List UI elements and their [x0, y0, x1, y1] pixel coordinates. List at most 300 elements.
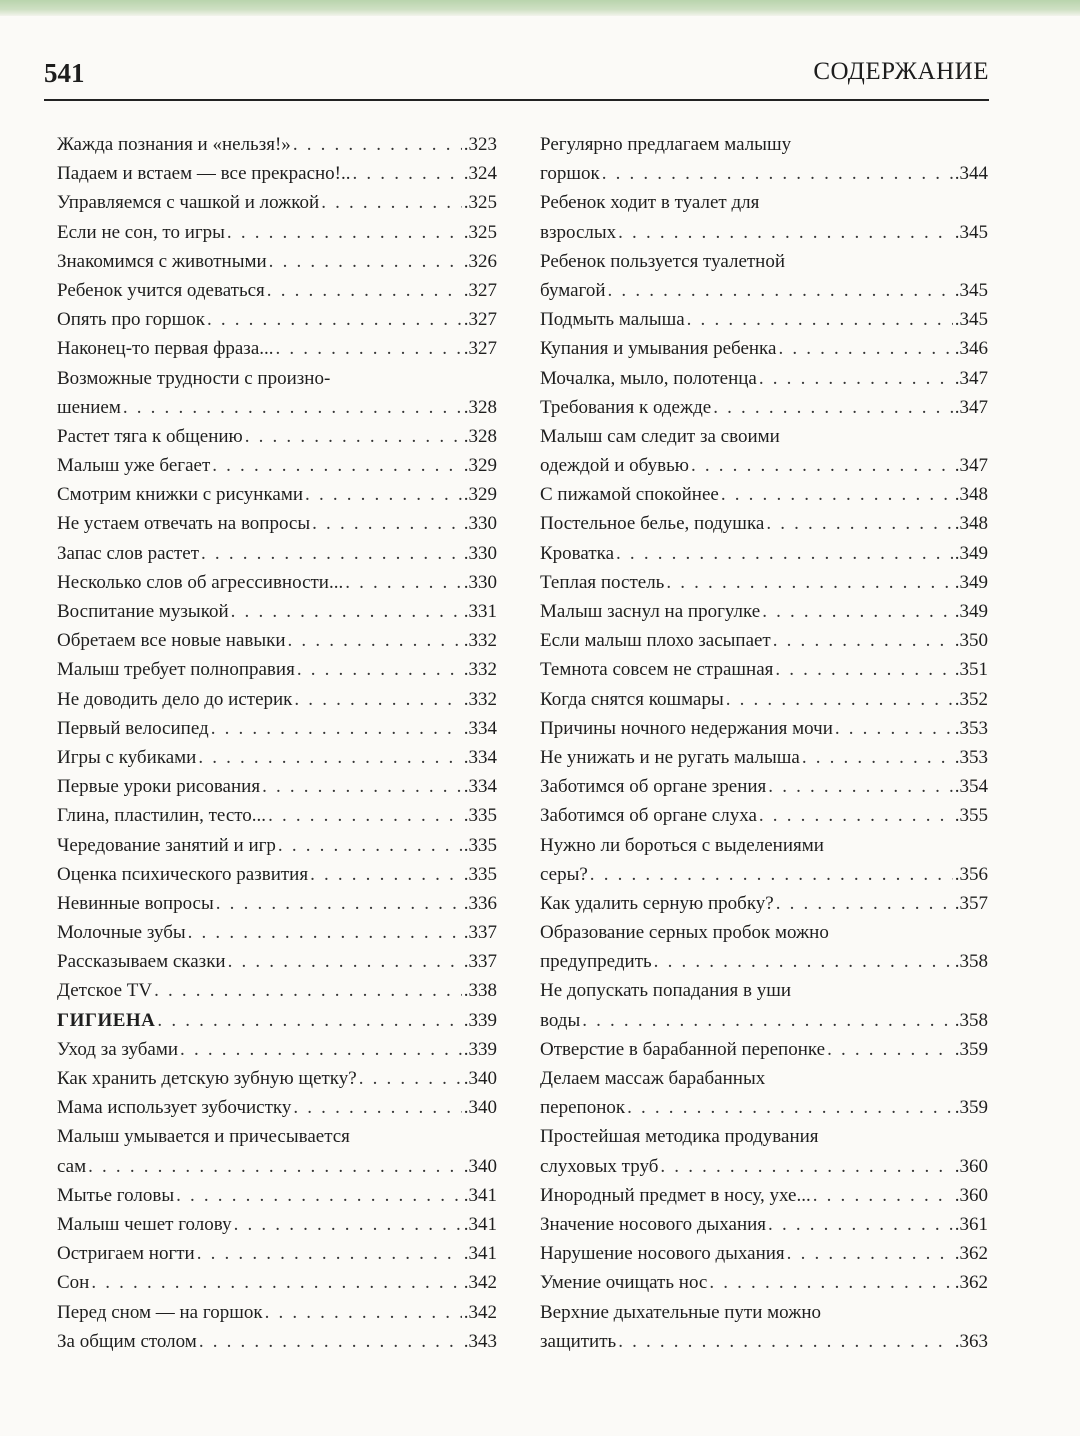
toc-entry-title: Заботимся об органе слуха [540, 805, 757, 827]
toc-entry-page: .330 [463, 513, 497, 535]
dot-leader [123, 393, 462, 422]
toc-entry [540, 772, 988, 801]
toc-entry-page: .350 [954, 630, 988, 652]
dot-leader [88, 1152, 462, 1181]
toc-entry-title: ГИГИЕНА [57, 1009, 156, 1031]
dot-leader [691, 451, 953, 480]
dot-leader [154, 976, 462, 1005]
toc-entry [540, 831, 988, 889]
toc-entry-title: Обретаем все новые навыки [57, 630, 286, 652]
page-edge [0, 0, 1080, 16]
toc-entry-page: .334 [463, 717, 497, 739]
dot-leader [262, 772, 462, 801]
toc-entry [540, 976, 988, 1034]
dot-leader [321, 188, 462, 217]
dot-leader [602, 159, 953, 188]
toc-entry-title: Малыш уже бегает [57, 455, 211, 477]
toc-entry-title: сам [57, 1155, 87, 1177]
toc-entry-page: .332 [463, 688, 497, 710]
toc-entry-title: горшок [540, 163, 600, 185]
toc-entry [57, 1327, 497, 1356]
toc-entry [540, 1064, 988, 1122]
toc-entry-title: одеждой и обувью [540, 455, 689, 477]
toc-entry-title: Нарушение носового дыхания [540, 1243, 785, 1265]
toc-entry-page: .362 [954, 1243, 988, 1265]
dot-leader [802, 743, 953, 772]
dot-leader [345, 568, 462, 597]
dot-leader [227, 218, 462, 247]
toc-entry-page: .357 [954, 892, 988, 914]
toc-entry [540, 801, 988, 830]
toc-entry-page: .329 [463, 455, 497, 477]
section-title: СОДЕРЖАНИЕ [813, 58, 989, 85]
toc-entry [540, 655, 988, 684]
toc-entry-page: .340 [463, 1068, 497, 1089]
toc-entry-page: .348 [954, 513, 988, 535]
dot-leader [759, 364, 953, 393]
toc-entry-page: .327 [463, 279, 497, 301]
toc-entry-title: Как хранить детскую зубную щетку? [57, 1068, 357, 1089]
dot-leader [618, 218, 953, 247]
dot-leader [180, 1035, 462, 1064]
dot-leader [91, 1268, 461, 1297]
dot-leader [759, 801, 953, 830]
toc-entry-title-line: Образование серных пробок можно [540, 922, 829, 944]
dot-leader [267, 276, 462, 305]
toc-entry-page: .347 [954, 396, 988, 418]
toc-entry-title: Инородный предмет в носу, ухе... [540, 1184, 811, 1206]
toc-entry-page: .335 [463, 863, 497, 885]
toc-entry-page: .334 [463, 776, 497, 798]
toc-entry [57, 509, 497, 538]
toc-entry-page: .354 [954, 776, 988, 798]
toc-entry-page: .338 [463, 980, 497, 1002]
toc-entry-title-line: Возможные трудности с произно- [57, 367, 331, 389]
toc-entry-page: .339 [463, 1009, 497, 1031]
toc-entry-page: .360 [954, 1155, 988, 1177]
toc-entry [540, 685, 988, 714]
toc-entry [57, 1035, 497, 1064]
toc-entry-page: .334 [463, 746, 497, 768]
toc-entry-title: Падаем и встаем — все прекрасно!.. [57, 163, 351, 185]
dot-leader [709, 1268, 952, 1297]
toc-entry [57, 1181, 497, 1210]
toc-entry [57, 305, 497, 334]
dot-leader [269, 247, 462, 276]
toc-entry-title: взрослых [540, 221, 617, 243]
toc-entry-title: Если не сон, то игры [57, 221, 225, 243]
toc-entry [57, 1064, 497, 1093]
toc-entry [540, 1122, 988, 1180]
toc-entry [540, 1035, 988, 1064]
toc-entry [540, 247, 988, 305]
dot-leader [827, 1035, 953, 1064]
dot-leader [627, 1093, 953, 1122]
toc-entry-page: .352 [954, 688, 988, 710]
toc-entry [57, 714, 497, 743]
toc-entry-page: .335 [463, 805, 497, 827]
toc-entry-page: .330 [463, 542, 497, 564]
dot-leader [268, 801, 462, 830]
dot-leader [713, 393, 953, 422]
toc-entry-title: бумагой [540, 279, 606, 301]
toc-entry-page: .340 [463, 1155, 497, 1177]
toc-entry [540, 1268, 988, 1297]
toc-entry [540, 1181, 988, 1210]
page-header [44, 58, 989, 98]
toc-entry-title: Малыш требует полноправия [57, 659, 295, 681]
toc-entry [57, 831, 497, 860]
toc-entry [57, 539, 497, 568]
toc-entry-page: .327 [463, 309, 497, 331]
toc-entry-page: .355 [954, 805, 988, 827]
toc-entry [540, 305, 988, 334]
toc-entry-title: Как удалить серную пробку? [540, 892, 774, 914]
toc-entry-page: .335 [463, 834, 497, 856]
toc-entry-page: .345 [954, 279, 988, 301]
toc-entry-title-line: Малыш умывается и причесывается [57, 1126, 350, 1148]
dot-leader [766, 509, 952, 538]
dot-leader [666, 568, 952, 597]
toc-entry-page: .341 [463, 1243, 497, 1265]
toc-entry-page: .331 [463, 601, 497, 622]
toc-entry-page: .347 [954, 367, 988, 389]
toc-entry-title: Детское TV [57, 980, 153, 1002]
toc-entry-title: Остригаем ногти [57, 1243, 195, 1265]
toc-entry-title: слуховых труб [540, 1155, 659, 1177]
dot-leader [608, 276, 953, 305]
toc-entry [540, 1210, 988, 1239]
dot-leader [198, 743, 461, 772]
toc-entry [57, 743, 497, 772]
toc-column-left [57, 130, 497, 1356]
dot-leader [773, 626, 953, 655]
toc-entry [57, 364, 497, 422]
page-number: 541 [44, 58, 85, 88]
dot-leader [312, 509, 462, 538]
toc-entry-page: .358 [954, 951, 988, 973]
toc-entry-title: Теплая постель [540, 571, 665, 593]
toc-entry [57, 1239, 497, 1268]
toc-entry [540, 130, 988, 188]
dot-leader [197, 1239, 462, 1268]
dot-leader [835, 714, 953, 743]
dot-leader [297, 655, 462, 684]
toc-entry-title: Оценка психического развития [57, 863, 309, 885]
toc-entry [540, 393, 988, 422]
dot-leader [288, 626, 462, 655]
toc-entry-title: Постельное белье, подушка [540, 513, 765, 535]
toc-entry-title: Мама использует зубочистку [57, 1097, 292, 1119]
toc-entry-page: .342 [463, 1301, 497, 1323]
toc-entry [57, 422, 497, 451]
toc-entry [57, 597, 497, 626]
toc-entry-page: .325 [463, 192, 497, 214]
dot-leader [654, 947, 953, 976]
toc-entry [57, 947, 497, 976]
dot-leader [211, 714, 462, 743]
toc-entry-title: Первые уроки рисования [57, 776, 261, 798]
toc-entry-page: .359 [954, 1038, 988, 1060]
toc-section-heading [57, 1006, 497, 1035]
toc-entry [57, 1210, 497, 1239]
toc-entry-title: Мытье головы [57, 1184, 175, 1206]
toc-entry-title-line: Ребенок пользуется туалетной [540, 250, 786, 272]
dot-leader [294, 685, 461, 714]
dot-leader [582, 1006, 953, 1035]
dot-leader [687, 305, 953, 334]
toc-entry-page: .328 [463, 396, 497, 418]
toc-entry-page: .351 [954, 659, 988, 681]
toc-entry-title: серы? [540, 863, 588, 885]
toc-entry-title: воды [540, 1009, 581, 1031]
dot-leader [228, 947, 462, 976]
toc-entry-title-line: Ребенок ходит в туалет для [540, 192, 760, 214]
toc-entry [57, 1268, 497, 1297]
toc-entry-title: Игры с кубиками [57, 746, 197, 768]
toc-entry-title: Воспитание музыкой [57, 601, 229, 622]
toc-entry-title: Когда снятся кошмары [540, 688, 724, 710]
header-rule [44, 99, 989, 101]
toc-entry-page: .323 [463, 134, 497, 155]
toc-entry-page: .345 [954, 221, 988, 243]
toc-entry [57, 159, 497, 188]
toc-entry-page: .348 [954, 484, 988, 506]
toc-entry-page: .327 [463, 338, 497, 360]
toc-entry-page: .346 [954, 338, 988, 360]
toc-entry-title: Купания и умывания ребенка [540, 338, 777, 360]
dot-leader [590, 860, 953, 889]
toc-entry [57, 568, 497, 597]
toc-entry-title: Сон [57, 1272, 90, 1294]
toc-entry-title: Отверстие в барабанной перепонке [540, 1038, 826, 1060]
dot-leader [778, 334, 952, 363]
toc-entry-title: Подмыть малыша [540, 309, 685, 331]
toc-entry-title: Мочалка, мыло, полотенца [540, 367, 757, 389]
toc-entry [540, 1239, 988, 1268]
toc-entry [540, 539, 988, 568]
dot-leader [216, 889, 462, 918]
toc-entry-title: Глина, пластилин, тесто... [57, 805, 267, 827]
toc-entry-page: .330 [463, 571, 497, 593]
toc-entry-title: Ребенок учится одеваться [57, 279, 265, 301]
toc-entry-page: .324 [463, 163, 497, 185]
dot-leader [188, 918, 462, 947]
toc-entry [57, 1298, 497, 1327]
dot-leader [234, 1210, 462, 1239]
toc-entry [57, 247, 497, 276]
toc-entry-title: Молочные зубы [57, 922, 186, 944]
dot-leader [176, 1181, 462, 1210]
toc-entry-title: Знакомимся с животными [57, 250, 267, 272]
toc-entry-page: .332 [463, 659, 497, 681]
toc-entry-page: .325 [463, 221, 497, 243]
toc-entry-title: Значение носового дыхания [540, 1213, 767, 1235]
toc-entry-page: .340 [463, 1097, 497, 1119]
toc-entry-page: .341 [463, 1184, 497, 1206]
toc-entry-title: С пижамой спокойнее [540, 484, 719, 506]
toc-entry-page: .356 [954, 863, 988, 885]
toc-entry [57, 801, 497, 830]
toc-entry [57, 1093, 497, 1122]
dot-leader [245, 422, 462, 451]
toc-entry-title: Невинные вопросы [57, 892, 214, 914]
toc-entry [57, 685, 497, 714]
toc-entry-title: Малыш чешет голову [57, 1213, 232, 1235]
toc-entry-title: Наконец-то первая фраза... [57, 338, 274, 360]
toc-entry-title: Не унижать и не ругать малыша [540, 746, 800, 768]
toc-entry-page: .337 [463, 951, 497, 973]
dot-leader [359, 1064, 462, 1093]
toc-entry-title-line: Делаем массаж барабанных [540, 1068, 766, 1089]
toc-entry-title: Растет тяга к общению [57, 425, 243, 447]
dot-leader [721, 480, 953, 509]
toc-entry [57, 130, 497, 159]
dot-leader [787, 1239, 953, 1268]
toc-entry-page: .341 [463, 1213, 497, 1235]
dot-leader [616, 539, 953, 568]
toc-entry-page: .329 [463, 484, 497, 506]
dot-leader [157, 1006, 461, 1035]
dot-leader [201, 539, 462, 568]
toc-entry [57, 188, 497, 217]
dot-leader [813, 1181, 953, 1210]
toc-entry-page: .349 [954, 542, 988, 564]
toc-entry-page: .328 [463, 425, 497, 447]
toc-entry-page: .349 [954, 601, 988, 622]
dot-leader [212, 451, 462, 480]
dot-leader [768, 772, 952, 801]
dot-leader [231, 597, 462, 626]
toc-entry-page: .360 [954, 1184, 988, 1206]
toc-entry [540, 334, 988, 363]
toc-entry-title-line: Простейшая методика продувания [540, 1126, 819, 1148]
toc-entry-title: Требования к одежде [540, 396, 712, 418]
toc-entry [57, 451, 497, 480]
toc-entry [57, 1122, 497, 1180]
toc-entry-title: Умение очищать нос [540, 1272, 708, 1294]
toc-entry [540, 889, 988, 918]
toc-entry-title: Жажда познания и «нельзя!» [57, 134, 291, 155]
toc-entry [540, 918, 988, 976]
toc-entry [57, 772, 497, 801]
toc-entry [540, 743, 988, 772]
toc-entry [540, 568, 988, 597]
toc-entry [57, 860, 497, 889]
toc-entry [57, 480, 497, 509]
toc-entry [57, 334, 497, 363]
toc-entry-title: Заботимся об органе зрения [540, 776, 767, 798]
toc-entry-title: шением [57, 396, 121, 418]
toc-entry [540, 188, 988, 246]
toc-entry-title: Управляемся с чашкой и ложкой [57, 192, 320, 214]
dot-leader [353, 159, 462, 188]
dot-leader [293, 130, 462, 159]
toc-entry [57, 918, 497, 947]
dot-leader [618, 1327, 953, 1356]
toc-entry-title-line: Регулярно предлагаем малышу [540, 134, 792, 155]
toc-entry [57, 889, 497, 918]
toc-entry-page: .337 [463, 922, 497, 944]
toc-entry-title: Не доводить дело до истерик [57, 688, 293, 710]
toc-entry-page: .362 [954, 1272, 988, 1294]
toc-entry [57, 655, 497, 684]
toc-entry [540, 626, 988, 655]
toc-entry-page: .343 [463, 1330, 497, 1352]
toc-entry-title: Кроватка [540, 542, 615, 564]
dot-leader [293, 1093, 461, 1122]
toc-entry [57, 976, 497, 1005]
toc-entry [540, 509, 988, 538]
dot-leader [276, 334, 462, 363]
toc-entry [540, 364, 988, 393]
toc-entry-title: Чередование занятий и игр [57, 834, 276, 856]
toc-entry-title: предупредить [540, 951, 652, 973]
toc-entry-title: Не устаем отвечать на вопросы [57, 513, 311, 535]
toc-entry-title: перепонок [540, 1097, 626, 1119]
toc-entry-page: .342 [463, 1272, 497, 1294]
toc-entry [57, 626, 497, 655]
toc-entry-page: .345 [954, 309, 988, 331]
toc-entry-title: Рассказываем сказки [57, 951, 226, 973]
dot-leader [265, 1298, 462, 1327]
dot-leader [776, 889, 953, 918]
toc-entry-page: .353 [954, 717, 988, 739]
dot-leader [660, 1152, 952, 1181]
dot-leader [762, 597, 953, 626]
dot-leader [207, 305, 462, 334]
toc-entry [540, 422, 988, 480]
dot-leader [775, 655, 952, 684]
toc-entry-title-line: Нужно ли бороться с выделениями [540, 834, 824, 856]
toc-entry-title: Уход за зубами [57, 1038, 179, 1060]
toc-entry-title: Запас слов растет [57, 542, 200, 564]
dot-leader [310, 860, 462, 889]
toc-entry-title-line: Не допускать попадания в уши [540, 980, 791, 1002]
toc-entry-title: Смотрим книжки с рисунками [57, 484, 304, 506]
toc-entry-title: За общим столом [57, 1330, 197, 1352]
toc-entry-title: Малыш заснул на прогулке [540, 601, 761, 622]
toc-entry-title: Если малыш плохо засыпает [540, 630, 771, 652]
toc-entry-page: .358 [954, 1009, 988, 1031]
dot-leader [726, 685, 953, 714]
toc-entry-title: Причины ночного недержания мочи [540, 717, 833, 739]
toc-entry-page: .339 [463, 1038, 497, 1060]
toc-entry-page: .359 [954, 1097, 988, 1119]
toc-entry-title: Опять про горшок [57, 309, 205, 331]
toc-column-right [540, 130, 988, 1356]
toc-entry-title: Перед сном — на горшок [57, 1301, 263, 1323]
toc-entry-page: .361 [954, 1213, 988, 1235]
dot-leader [768, 1210, 953, 1239]
toc-entry-title: Темнота совсем не страшная [540, 659, 774, 681]
dot-leader [199, 1327, 462, 1356]
toc-entry-page: .353 [954, 746, 988, 768]
toc-entry-title-line: Верхние дыхательные пути можно [540, 1301, 821, 1323]
toc-entry [540, 597, 988, 626]
toc-entry-page: .332 [463, 630, 497, 652]
toc-entry-page: .344 [954, 163, 988, 185]
toc-entry [540, 714, 988, 743]
toc-entry [540, 1298, 988, 1356]
toc-entry-title: защитить [540, 1330, 617, 1352]
toc-entry-page: .363 [954, 1330, 988, 1352]
toc-entry-page: .326 [463, 250, 497, 272]
toc-entry-title: Несколько слов об агрессивности... [57, 571, 344, 593]
toc-entry-page: .349 [954, 571, 988, 593]
dot-leader [278, 831, 462, 860]
toc-entry [540, 480, 988, 509]
